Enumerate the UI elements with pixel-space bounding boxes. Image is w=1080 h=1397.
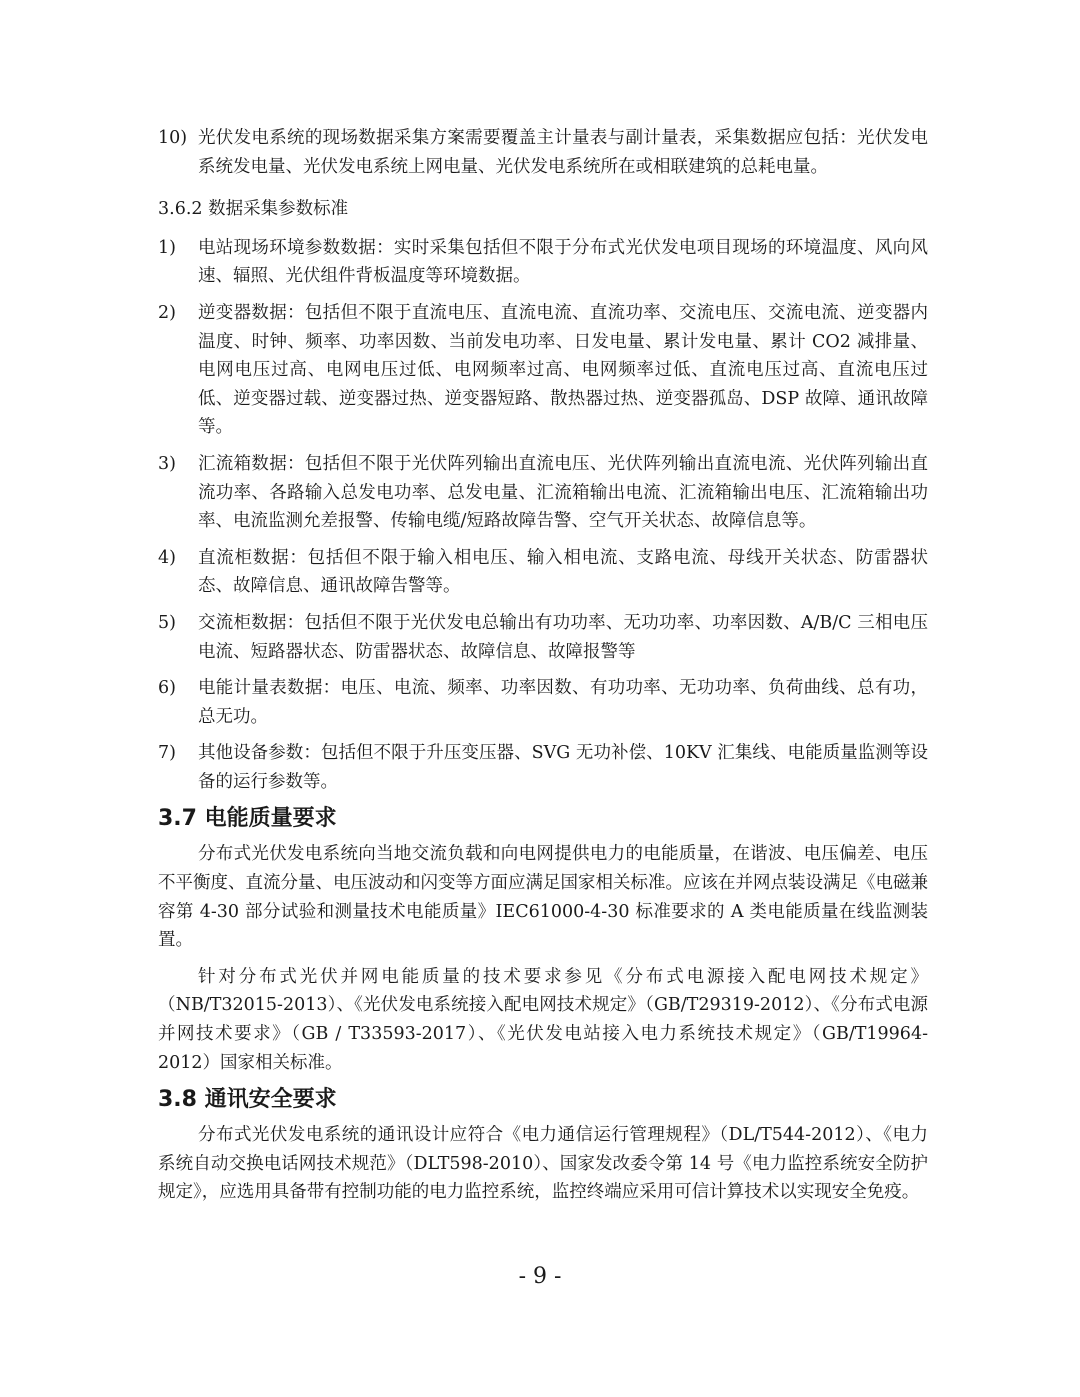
page-number: - 9 - — [518, 1264, 562, 1289]
list-text: 光伏发电系统的现场数据采集方案需要覆盖主计量表与副计量表，采集数据应包括：光伏发电系统发电量、光伏发电系统上网电量、光伏发电系统所在或相联建筑的总耗电量。 — [198, 128, 928, 177]
list-number: 10) — [158, 128, 188, 148]
list-number: 2) — [158, 302, 176, 323]
list-item — [158, 739, 928, 796]
list-item-10 — [158, 124, 928, 181]
list-number: 3) — [158, 453, 176, 474]
list-text: 电站现场环境参数数据：实时采集包括但不限于分布式光伏发电项目现场的环境温度、风向风速、辐照、光伏组件背板温度等环境数据。 — [198, 237, 928, 287]
list-number: 1) — [158, 237, 176, 258]
paragraph: 分布式光伏发电系统的通讯设计应符合《电力通信运行管理规程》（DL/T544-2012）、《电力系统自动交换电话网技术规范》（DLT598-2010）、国家发改委令第 14 号《电力监控系统安全防护规定》，应选用具备带有控制功能的电力监控系统，监控终端应采用可信计算技术以实现安全免疫。 — [158, 1125, 928, 1203]
section-heading-3-8: 3.8 通讯安全要求 — [158, 1087, 337, 1113]
list-item — [158, 674, 928, 731]
list-text: 直流柜数据：包括但不限于输入相电压、输入相电流、支路电流、母线开关状态、防雷器状态、故障信息、通讯故障告警等。 — [198, 547, 928, 597]
list-number: 4) — [158, 547, 176, 568]
list-text: 逆变器数据：包括但不限于直流电压、直流电流、直流功率、交流电压、交流电流、逆变器内温度、时钟、频率、功率因数、当前发电功率、日发电量、累计发电量、累计 CO2 减排量、电网电压过高、电网电压过低、电网频率过高、电网频率过低、直流电压过高、直流电压过低、逆变器过载、逆变器过热、逆变器短路、散热器过热、逆变器孤岛、DSP 故障、通讯故障等。 — [198, 302, 928, 438]
list-number: 6) — [158, 678, 176, 699]
list-text: 交流柜数据：包括但不限于光伏发电总输出有功功率、无功功率、功率因数、A/B/C 三相电压电流、短路器状态、防雷器状态、故障信息、故障报警等 — [198, 612, 928, 662]
section-heading-3-7: 3.7 电能质量要求 — [158, 806, 337, 832]
page-content — [158, 124, 928, 1215]
list-item — [158, 234, 928, 291]
list-text: 电能计量表数据：电压、电流、频率、功率因数、有功功率、无功功率、负荷曲线、总有功，总无功。 — [198, 678, 928, 727]
list-text: 汇流箱数据：包括但不限于光伏阵列输出直流电压、光伏阵列输出直流电流、光伏阵列输出直流功率、各路输入总发电功率、总发电量、汇流箱输出电流、汇流箱输出电压、汇流箱输出功率、电流监测允差报警、传输电缆/短路故障告警、空气开关状态、故障信息等。 — [198, 453, 928, 532]
list-item — [158, 299, 928, 442]
list-number: 7) — [158, 743, 176, 764]
paragraph: 针对分布式光伏并网电能质量的技术要求参见《分布式电源接入配电网技术规定》（NB/T32015-2013）、《光伏发电系统接入配电网技术规定》（GB/T29319-2012）、《分布式电源并网技术要求》（GB / T33593-2017）、《光伏发电站接入电力系统技术规定》（GB/T19964-2012）国家相关标准。 — [158, 966, 928, 1073]
list-text: 其他设备参数：包括但不限于升压变压器、SVG 无功补偿、10KV 汇集线、电能质量监测等设备的运行参数等。 — [198, 743, 928, 792]
paragraph: 分布式光伏发电系统向当地交流负载和向电网提供电力的电能质量，在谐波、电压偏差、电压不平衡度、直流分量、电压波动和闪变等方面应满足国家相关标准。应该在并网点装设满足《电磁兼容第 4-30 部分试验和测量技术电能质量》IEC61000-4-30 标准要求的 A 类电能质量在线监测装置。 — [158, 844, 928, 951]
list-item — [158, 609, 928, 666]
list-item — [158, 544, 928, 601]
list-number: 5) — [158, 612, 176, 633]
subsection-heading: 3.6.2 数据采集参数标准 — [158, 199, 349, 220]
list-item — [158, 450, 928, 536]
